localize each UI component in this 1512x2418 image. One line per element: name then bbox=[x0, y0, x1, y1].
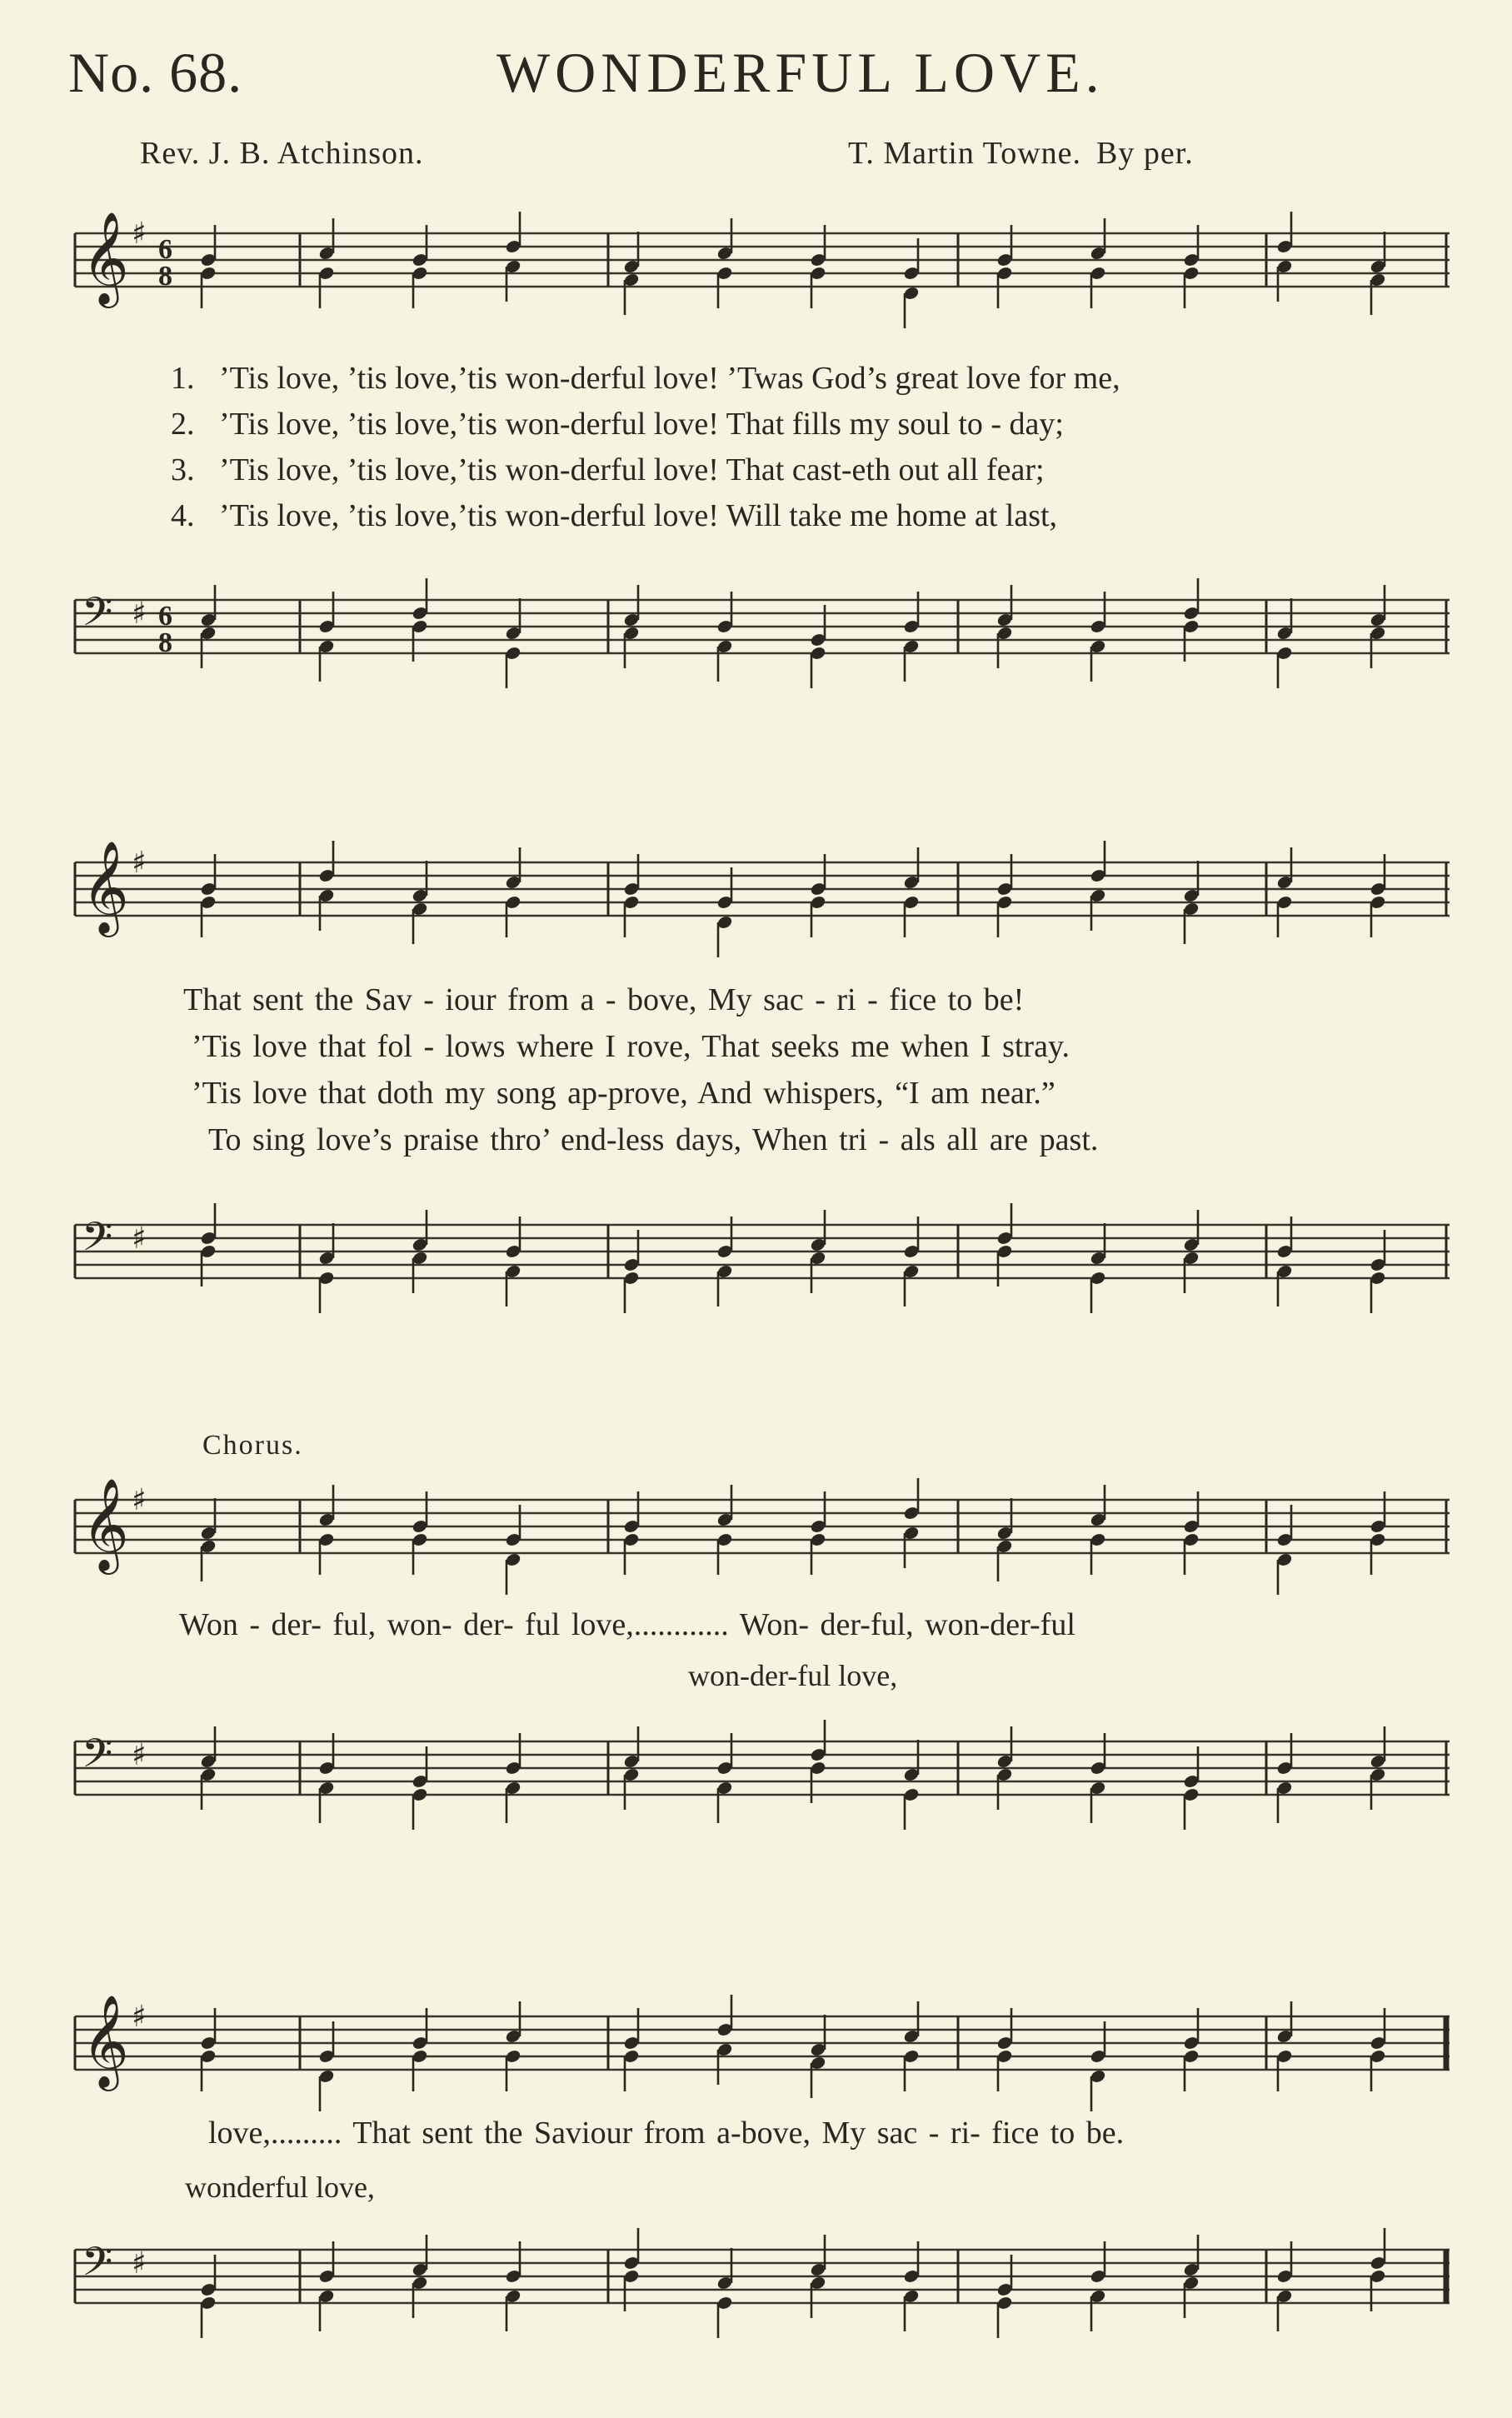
composer-name: T. Martin Towne. bbox=[848, 136, 1081, 171]
treble-clef: 𝄞 bbox=[82, 1477, 129, 1571]
chorus-lyric-line-2: love,......... That sent the Saviour from a-bove, My sac - ri- fice to be. bbox=[208, 2116, 1125, 2151]
chorus-echo-line-1: won-der-ful love, bbox=[688, 1659, 898, 1692]
verse-1-line-1: 1. ’Tis love, ’tis love,’tis won-derful love! ’Twas God’s great love for me, bbox=[171, 361, 1120, 396]
time-signature-bottom: 8 bbox=[158, 627, 172, 658]
bass-clef: 𝄢 bbox=[82, 1213, 113, 1270]
bass-clef: 𝄢 bbox=[82, 588, 113, 645]
system-1-bass-staff bbox=[75, 567, 1450, 717]
key-signature-sharp: ♯ bbox=[132, 1738, 147, 1772]
system-2-treble-staff bbox=[75, 829, 1450, 979]
key-signature-sharp: ♯ bbox=[132, 2000, 147, 2034]
verse-2-line-2: ’Tis love that fol - lows where I rove, That seeks me when I stray. bbox=[192, 1029, 1070, 1064]
key-signature-sharp: ♯ bbox=[132, 217, 147, 251]
system-4-bass-staff bbox=[75, 2216, 1450, 2366]
verse-3-line-2: ’Tis love that doth my song ap-prove, And whispers, “I am near.” bbox=[192, 1076, 1055, 1111]
verse-4-line-1: 4. ’Tis love, ’tis love,’tis won-derful love! Will take me home at last, bbox=[171, 498, 1058, 533]
treble-clef: 𝄞 bbox=[82, 840, 129, 933]
verse-2-line-1: 2. ’Tis love, ’tis love,’tis won-derful love! That fills my soul to - day; bbox=[171, 407, 1064, 442]
system-1-treble-staff bbox=[75, 200, 1450, 350]
verse-3-line-1: 3. ’Tis love, ’tis love,’tis won-derful love! That cast-eth out all fear; bbox=[171, 452, 1045, 487]
time-signature-top: 6 bbox=[158, 234, 172, 265]
treble-clef: 𝄞 bbox=[82, 211, 129, 304]
verse-4-line-2: To sing love’s praise thro’ end-less days, When tri - als all are past. bbox=[208, 1122, 1099, 1157]
system-4-treble-staff bbox=[75, 1983, 1450, 2133]
composer-credit bbox=[848, 135, 1194, 172]
chorus-echo-line-2: wonderful love, bbox=[185, 2171, 375, 2204]
key-signature-sharp: ♯ bbox=[132, 1483, 147, 1517]
chorus-lyric-line-1: Won - der- ful, won- der- ful love,............ Won- der-ful, won-der-ful bbox=[179, 1607, 1075, 1642]
time-signature-bottom: 8 bbox=[158, 261, 172, 292]
verse-1-line-2: That sent the Sav - iour from a - bove, My sac - ri - fice to be! bbox=[183, 982, 1025, 1017]
hymn-title: WONDERFUL LOVE. bbox=[497, 41, 1105, 104]
key-signature-sharp: ♯ bbox=[132, 1221, 147, 1256]
bass-clef: 𝄢 bbox=[82, 2238, 113, 2295]
author-credit: Rev. J. B. Atchinson. bbox=[140, 136, 424, 171]
system-3-bass-staff bbox=[75, 1708, 1450, 1858]
key-signature-sharp: ♯ bbox=[132, 2246, 147, 2281]
system-3-treble-staff bbox=[75, 1466, 1450, 1616]
chorus-label: Chorus. bbox=[202, 1430, 303, 1461]
bass-clef: 𝄢 bbox=[82, 1730, 113, 1786]
time-signature-top: 6 bbox=[158, 601, 172, 632]
key-signature-sharp: ♯ bbox=[132, 846, 147, 880]
permission-note: By per. bbox=[1096, 136, 1194, 171]
system-2-bass-staff bbox=[75, 1192, 1450, 1341]
key-signature-sharp: ♯ bbox=[132, 597, 147, 631]
hymn-number: No. 68. bbox=[68, 41, 243, 104]
treble-clef: 𝄞 bbox=[82, 1994, 129, 2087]
